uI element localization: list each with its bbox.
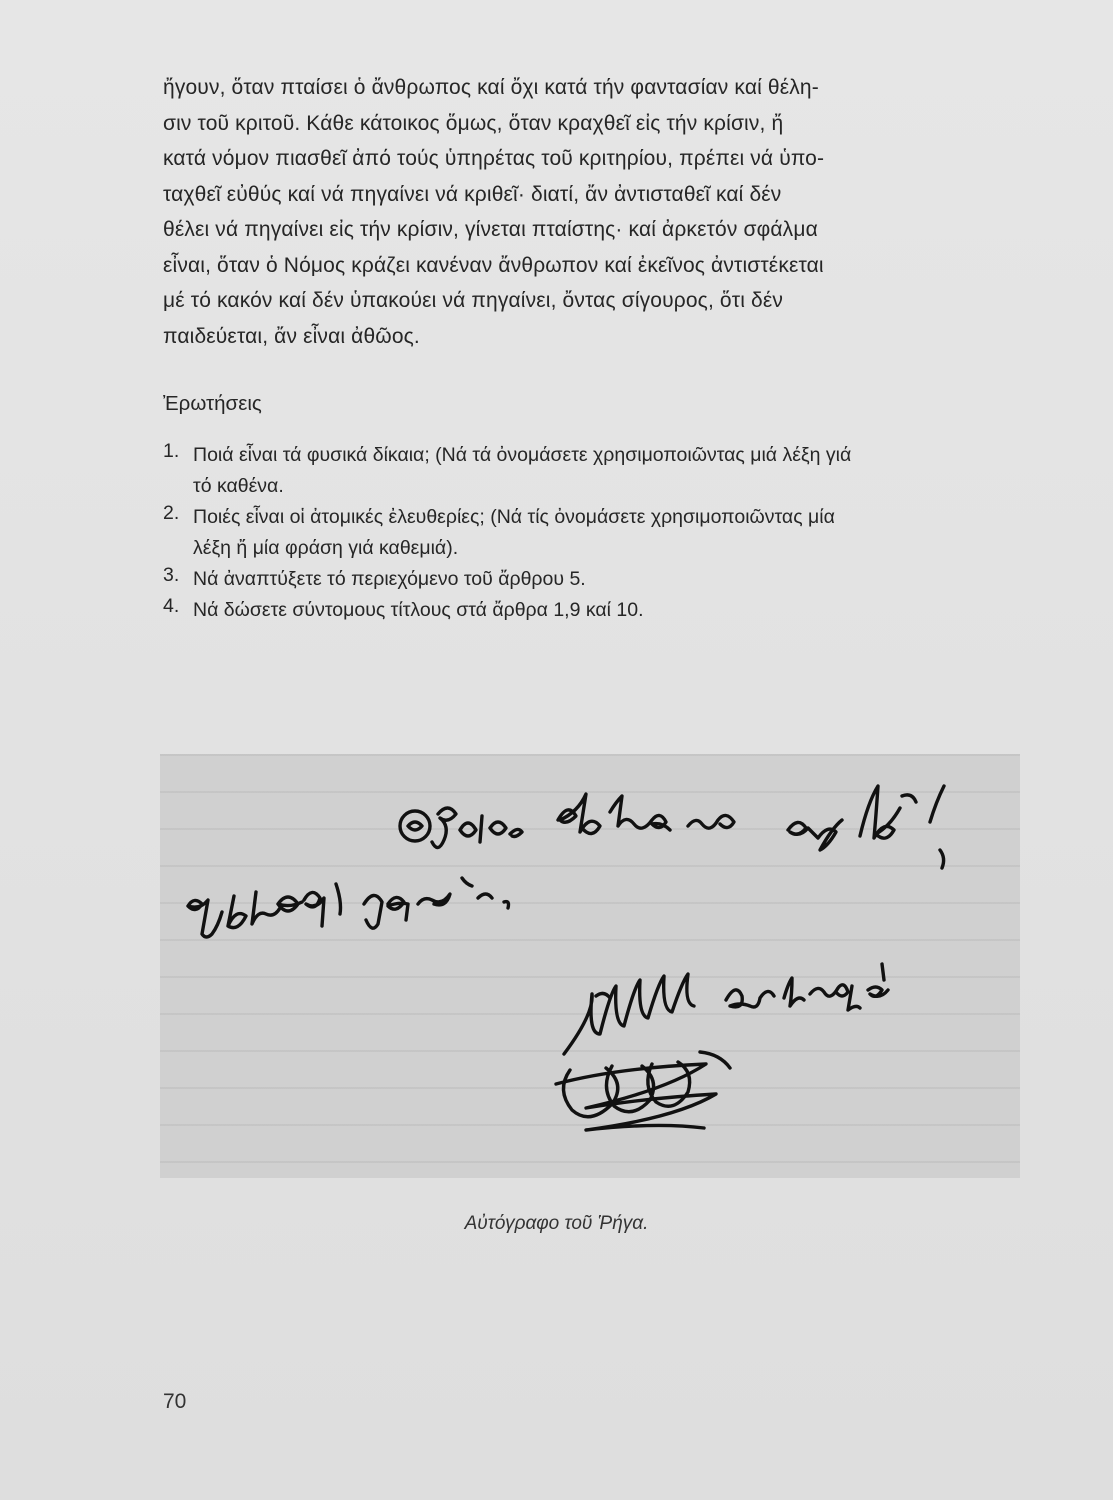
question-item: [163, 502, 1043, 564]
paragraph-line: ἤγουν, ὅταν πταίσει ὁ ἄνθρωπος καί ὄχι κατά τήν φαντασίαν καί θέλη-: [163, 76, 819, 99]
questions-heading: Ἐρωτήσεις: [163, 392, 262, 415]
question-number: 1.: [163, 440, 180, 462]
question-item: [163, 564, 1043, 595]
question-item: [163, 595, 1043, 626]
questions-list: [163, 440, 1043, 626]
question-line: λέξη ἤ μία φράση γιά καθεμιά).: [193, 537, 459, 559]
paragraph-line: σιν τοῦ κριτοῦ. Κάθε κάτοικος ὅμως, ὅταν κραχθεῖ εἰς τήν κρίσιν, ἤ: [163, 111, 784, 135]
paragraph-line: θέλει νά πηγαίνει εἰς τήν κρίσιν, γίνεται πταίστης· καί ἀρκετόν σφάλμα: [163, 218, 818, 241]
question-number: 4.: [163, 595, 180, 617]
question-line: Ποιές εἶναι οἱ ἀτομικές ἐλευθερίες; (Νά τίς ὀνομάσετε χρησιμοποιῶντας μία: [193, 506, 835, 528]
question-line: Ποιά εἶναι τά φυσικά δίκαια; (Νά τά ὀνομάσετε χρησιμοποιῶντας μιά λέξη γιά: [193, 444, 852, 466]
paragraph-line: μέ τό κακόν καί δέν ὑπακούει νά πηγαίνει, ὄντας σίγουρος, ὅτι δέν: [163, 289, 784, 312]
body-paragraph: [163, 70, 1033, 354]
page-number: 70: [163, 1390, 187, 1413]
figure-caption: Αὐτόγραφο τοῦ Ῥήγα.: [464, 1213, 649, 1234]
question-item: [163, 440, 1043, 502]
paragraph-line: ταχθεῖ εὐθύς καί νά πηγαίνει νά κριθεῖ· διατί, ἄν ἀντισταθεῖ καί δέν: [163, 182, 782, 206]
handwriting-drawing: [160, 754, 1020, 1178]
autograph-image: [160, 754, 1020, 1178]
question-line: Νά δώσετε σύντομους τίτλους στά ἄρθρα 1,9 καί 10.: [193, 599, 644, 621]
question-number: 2.: [163, 502, 180, 524]
paragraph-line: παιδεύεται, ἄν εἶναι ἀθῶος.: [163, 324, 420, 348]
paragraph-line: κατά νόμον πιασθεῖ ἀπό τούς ὑπηρέτας τοῦ κριτηρίου, πρέπει νά ὑπο-: [163, 147, 825, 170]
question-line: Νά ἀναπτύξετε τό περιεχόμενο τοῦ ἄρθρου 5.: [193, 568, 586, 590]
paragraph-line: εἶναι, ὅταν ὁ Νόμος κράζει κανέναν ἄνθρωπον καί ἐκεῖνος ἀντιστέκεται: [163, 253, 824, 277]
question-line: τό καθένα.: [193, 475, 284, 497]
question-number: 3.: [163, 564, 180, 586]
